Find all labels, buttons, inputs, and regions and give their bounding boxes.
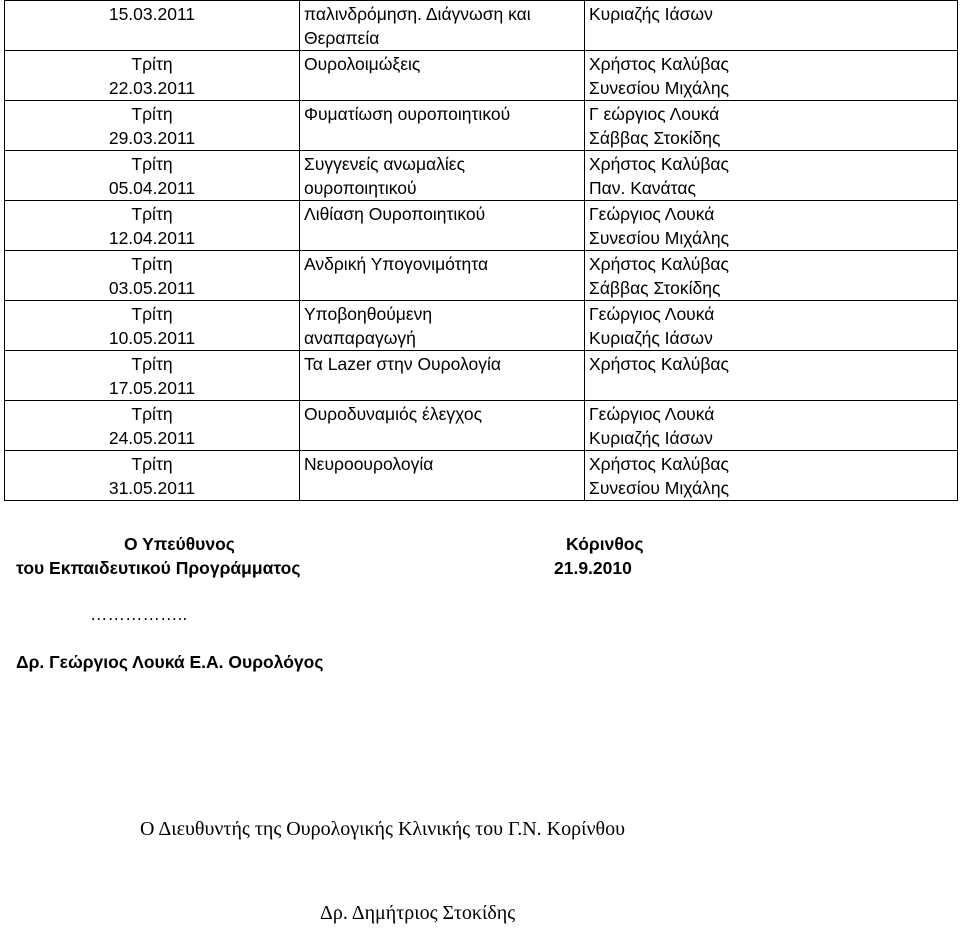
presenters-cell <box>585 151 958 201</box>
date-text: Τρίτη <box>131 354 173 374</box>
presenter-name: Σάββας Στοκίδης <box>589 127 721 148</box>
date-text: Τρίτη <box>131 304 173 324</box>
topic-cell <box>300 301 585 351</box>
presenter-name: Κυριαζής Ιάσων <box>589 427 713 448</box>
topic-text: Νευροουρολογία <box>304 454 434 474</box>
topic-text: παλινδρόμηση. Διάγνωση και <box>304 4 531 24</box>
document-date: 21.9.2010 <box>554 558 632 578</box>
date-text: 12.04.2011 <box>108 227 196 248</box>
topic-cell <box>300 451 585 501</box>
presenter-name: Γεώργιος Λουκά <box>589 204 715 224</box>
table-row <box>5 51 958 101</box>
presenters-cell <box>585 101 958 151</box>
date-text: 10.05.2011 <box>108 327 196 348</box>
date-text: Τρίτη <box>131 204 173 224</box>
presenter-name: Κυριαζής Ιάσων <box>589 4 713 24</box>
date-text: 15.03.2011 <box>108 4 196 24</box>
date-cell <box>5 151 300 201</box>
presenters-cell <box>585 401 958 451</box>
presenter-name: Γεώργιος Λουκά <box>589 404 715 424</box>
date-text: Τρίτη <box>131 254 173 274</box>
table-row <box>5 201 958 251</box>
presenter-name: Γεώργιος Λουκά <box>589 304 715 324</box>
presenters-cell <box>585 1 958 51</box>
presenters-cell <box>585 301 958 351</box>
topic-text: Ουροδυναμιός έλεγχος <box>304 404 483 424</box>
presenter-name: Συνεσίου Μιχάλης <box>589 77 730 98</box>
topic-cell <box>300 351 585 401</box>
topic-text: Ανδρική Υπογονιμότητα <box>304 254 489 274</box>
topic-cell <box>300 151 585 201</box>
signer-name: Δρ. Γεώργιος Λουκά Ε.Α. Ουρολόγος <box>16 652 324 672</box>
date-cell <box>5 301 300 351</box>
date-text: 17.05.2011 <box>108 377 196 398</box>
date-text: Τρίτη <box>131 404 173 424</box>
date-text: 31.05.2011 <box>108 477 196 498</box>
date-cell <box>5 401 300 451</box>
signature-dots: …………….. <box>90 604 188 624</box>
date-cell <box>5 201 300 251</box>
responsible-program: του Εκπαιδευτικού Προγράμματος <box>16 558 301 578</box>
responsible-title: Ο Υπεύθυνος <box>124 534 235 554</box>
presenter-name: Γ εώργιος Λουκά <box>589 104 720 124</box>
presenter-name: Κυριαζής Ιάσων <box>589 327 713 348</box>
topic-cell <box>300 201 585 251</box>
date-text: Τρίτη <box>131 104 173 124</box>
presenters-cell <box>585 201 958 251</box>
presenter-name: Χρήστος Καλύβας <box>589 354 729 374</box>
topic-cell <box>300 101 585 151</box>
presenter-name: Σάββας Στοκίδης <box>589 277 721 298</box>
topic-text: Υποβοηθούμενη <box>304 304 433 324</box>
table-row <box>5 401 958 451</box>
presenters-cell <box>585 351 958 401</box>
date-cell <box>5 251 300 301</box>
topic-cell <box>300 51 585 101</box>
director-title: Ο Διευθυντής της Ουρολογικής Κλινικής του Γ.Ν. Κορίνθου <box>140 818 625 840</box>
place: Κόρινθος <box>566 534 644 554</box>
topic-text: Συγγενείς ανωμαλίες <box>304 154 466 174</box>
table-row <box>5 351 958 401</box>
date-text: 29.03.2011 <box>108 127 196 148</box>
topic-text: αναπαραγωγή <box>304 327 416 348</box>
date-cell <box>5 351 300 401</box>
presenter-name: Συνεσίου Μιχάλης <box>589 227 730 248</box>
date-text: Τρίτη <box>131 454 173 474</box>
topic-cell <box>300 251 585 301</box>
presenter-name: Χρήστος Καλύβας <box>589 154 729 174</box>
date-text: 05.04.2011 <box>108 177 196 198</box>
date-text: 22.03.2011 <box>108 77 196 98</box>
date-text: 24.05.2011 <box>108 427 196 448</box>
presenter-name: Χρήστος Καλύβας <box>589 54 729 74</box>
date-cell <box>5 101 300 151</box>
presenter-name: Παν. Κανάτας <box>589 177 696 198</box>
table-row <box>5 301 958 351</box>
schedule-body <box>5 1 958 501</box>
topic-cell <box>300 1 585 51</box>
presenters-cell <box>585 251 958 301</box>
presenter-name: Συνεσίου Μιχάλης <box>589 477 730 498</box>
topic-text: Φυματίωση ουροποιητικού <box>304 104 511 124</box>
director-name: Δρ. Δημήτριος Στοκίδης <box>320 902 516 924</box>
table-row <box>5 101 958 151</box>
date-text: Τρίτη <box>131 154 173 174</box>
date-cell <box>5 51 300 101</box>
topic-text: Θεραπεία <box>304 27 380 48</box>
presenters-cell <box>585 51 958 101</box>
date-cell <box>5 451 300 501</box>
schedule-table <box>4 0 958 501</box>
presenter-name: Χρήστος Καλύβας <box>589 454 729 474</box>
presenters-cell <box>585 451 958 501</box>
table-row <box>5 151 958 201</box>
topic-text: Λιθίαση Ουροποιητικού <box>304 204 486 224</box>
presenter-name: Χρήστος Καλύβας <box>589 254 729 274</box>
topic-text: Ουρολοιμώξεις <box>304 54 421 74</box>
topic-text: ουροποιητικού <box>304 177 417 198</box>
topic-cell <box>300 401 585 451</box>
date-text: Τρίτη <box>131 54 173 74</box>
date-text: 03.05.2011 <box>108 277 196 298</box>
date-cell <box>5 1 300 51</box>
table-row <box>5 1 958 51</box>
table-row <box>5 451 958 501</box>
table-row <box>5 251 958 301</box>
topic-text: Τα Lazer στην Ουρολογία <box>304 354 501 374</box>
